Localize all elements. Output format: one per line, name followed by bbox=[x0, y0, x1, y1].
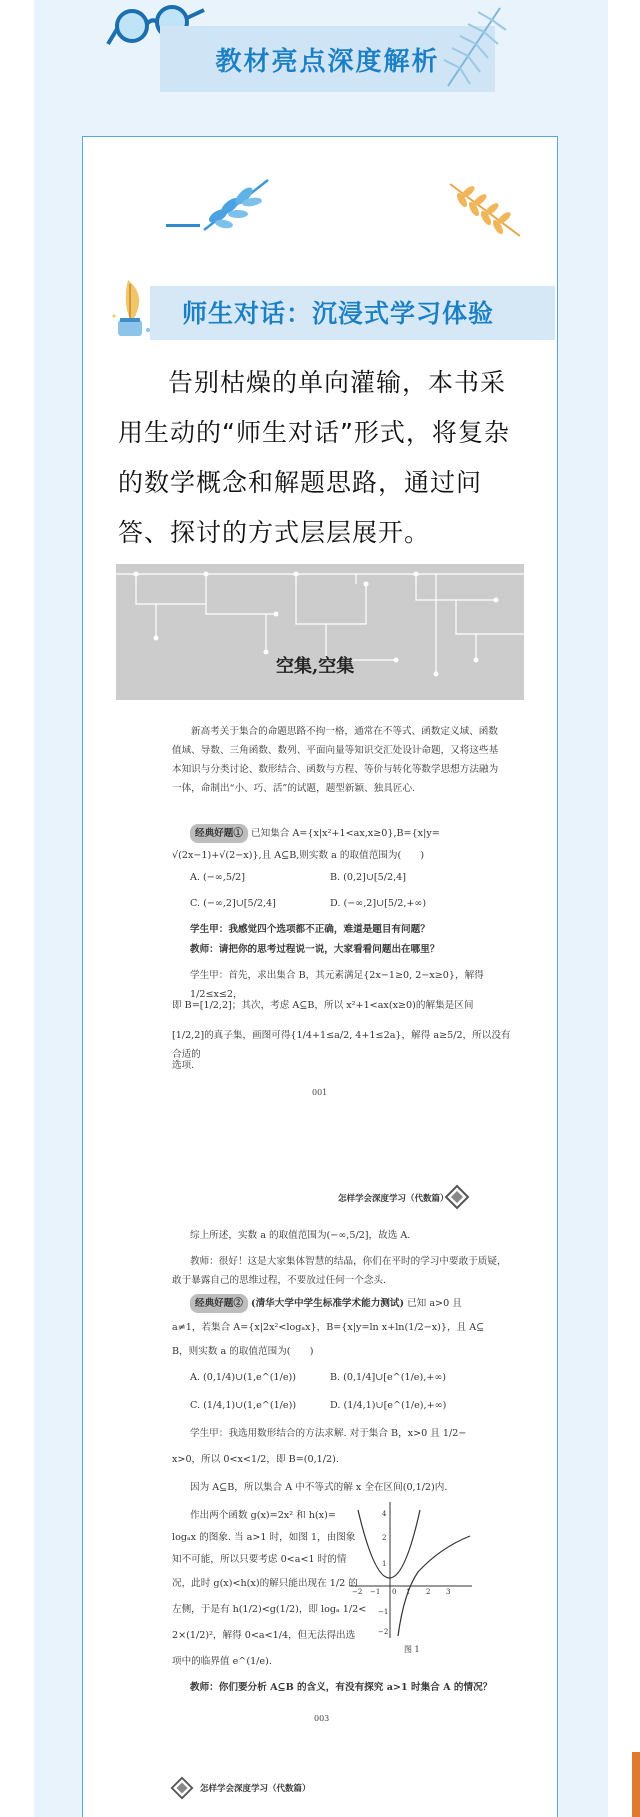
header-title: 教材亮点深度解析 bbox=[215, 46, 440, 77]
svg-text:4: 4 bbox=[382, 1510, 387, 1518]
p2-student-3g: 项中的临界值 e^(1/e). bbox=[172, 1656, 272, 1667]
svg-text:0: 0 bbox=[392, 1588, 397, 1596]
option-c: C. (−∞,2]∪[5/2,4] bbox=[190, 898, 276, 909]
page-number-2: 003 bbox=[314, 1714, 330, 1723]
book-logo-icon bbox=[444, 1184, 470, 1210]
circuit-banner bbox=[116, 564, 524, 700]
section-title: 师生对话：沉浸式学习体验 bbox=[182, 299, 495, 328]
running-head-2: 怎样学会深度学习（代数篇） bbox=[338, 1194, 449, 1204]
branch-icon bbox=[440, 2, 510, 90]
example-2-stem bbox=[190, 1294, 520, 1313]
svg-text:2: 2 bbox=[426, 1588, 431, 1596]
option-a: A. (−∞,5/2] bbox=[190, 872, 246, 883]
svg-text:3: 3 bbox=[446, 1588, 451, 1596]
example-1-line-2: √(2x−1)+√(2−x)},且 A⊆B,则实数 a 的取值范围为( ) bbox=[172, 850, 425, 861]
p2-student-3a: 作出两个函数 g(x)=2x² 和 h(x)= bbox=[190, 1510, 336, 1521]
p2-student-3d: 况，此时 g(x)<h(x)的解只能出现在 1/2 的 bbox=[172, 1578, 358, 1589]
p2-teacher-question: 教师：你们要分析 A⊆B 的含义，有没有探究 a>1 时集合 A 的情况？ bbox=[190, 1682, 493, 1693]
example-2-tag: 经典好题② bbox=[190, 1294, 248, 1313]
svg-text:−2: −2 bbox=[352, 1588, 363, 1596]
chapter-title: 空集,空集 bbox=[276, 656, 355, 677]
running-head-3: 怎样学会深度学习（代数篇） bbox=[200, 1784, 311, 1794]
p2-option-a: A. (0,1/4)∪(1,e^(1/e)) bbox=[190, 1372, 296, 1383]
svg-text:−1: −1 bbox=[378, 1608, 389, 1616]
blue-leaf-icon bbox=[200, 176, 274, 234]
example-2-line-2: a≠1，若集合 A={x|2x²<logₐx}，B={x|y=ln x+ln(1/2−x)}，且 A⊆ bbox=[172, 1322, 485, 1333]
accent-dash bbox=[166, 224, 200, 227]
scroll-indicator[interactable] bbox=[632, 1752, 640, 1817]
p2-student-1a: 学生甲：我选用数形结合的方法求解. 对于集合 B，x>0 且 1/2− bbox=[190, 1428, 467, 1439]
example-1-line-1: 已知集合 A={x|x²+1<ax,x≥0},B={x|y= bbox=[251, 828, 440, 839]
quill-icon bbox=[108, 276, 156, 342]
p2-student-3e: 左侧，于是有 h(1/2)<g(1/2)，即 logₐ 1/2< bbox=[172, 1604, 367, 1615]
option-d: D. (−∞,2]∪[5/2,+∞) bbox=[330, 898, 427, 909]
p2-option-b: B. (0,1/4]∪[e^(1/e),+∞) bbox=[330, 1372, 447, 1383]
p2-line-1: 综上所述，实数 a 的取值范围为(−∞,5/2]，故选 A. bbox=[190, 1230, 411, 1241]
page-number-1: 001 bbox=[312, 1088, 328, 1097]
svg-text:−1: −1 bbox=[370, 1588, 381, 1596]
book-paragraph-1: 新高考关于集合的命题思路不拘一格，通常在不等式、函数定义域、函数值域、导数、三角函数、数列、平面向量等知识交汇处设计命题，又将这些基本知识与分类讨论、数形结合、函数与方程、等价与转化等数学思想方法融为一体，命制出“小、巧、活”的试题，题型新颖、独具匠心. bbox=[172, 726, 499, 794]
function-graph-figure bbox=[348, 1496, 474, 1646]
example-1-tag: 经典好题① bbox=[190, 824, 248, 843]
intro-text: 告别枯燥的单向灌输，本书采用生动的“师生对话”形式，将复杂的数学概念和解题思路，通过问答、探讨的方式层层展开。 bbox=[118, 368, 510, 547]
example-2-line-3: B，则实数 a 的取值范围为( ) bbox=[172, 1346, 314, 1357]
p2-student-1b: x>0，所以 0<x<1/2，即 B=(0,1/2). bbox=[172, 1454, 339, 1465]
example-2-source: (清华大学中学生标准学术能力测试) bbox=[251, 1298, 405, 1309]
dialogue-student-2b: 即 B=[1/2,2]；其次，考虑 A⊆B，所以 x²+1<ax(x≥0)的解集是区间 bbox=[172, 1000, 474, 1011]
wheat-icon bbox=[446, 178, 526, 240]
p2-student-3c: 知不可能，所以只要考虑 0<a<1 时的情 bbox=[172, 1554, 347, 1565]
svg-text:1: 1 bbox=[406, 1588, 411, 1596]
dialogue-student-2d: 选项. bbox=[172, 1060, 195, 1071]
figure-caption: 图 1 bbox=[404, 1645, 420, 1654]
dialogue-teacher-1: 教师：请把你的思考过程说一说，大家看看问题出在哪里？ bbox=[190, 944, 440, 955]
svg-text:−2: −2 bbox=[378, 1628, 389, 1636]
svg-text:1: 1 bbox=[382, 1560, 387, 1568]
svg-text:2: 2 bbox=[382, 1534, 387, 1542]
p2-student-3f: 2×(1/2)²，解得 0<a<1/4，但无法得出选 bbox=[172, 1630, 356, 1641]
intro-paragraph bbox=[118, 358, 528, 558]
dialogue-student-2c: [1/2,2]的真子集，画图可得{1/4+1≤a/2, 4+1≤2a}，解得 a≥5/2，所以没有合适的 bbox=[172, 1030, 511, 1060]
dialogue-student-2a: 学生甲：首先，求出集合 B，其元素满足{2x−1≥0, 2−x≥0}，解得 1/2≤x≤2， bbox=[190, 970, 484, 1000]
p2-student-3b: logₐx 的图象. 当 a>1 时，如图 1，由图象 bbox=[172, 1532, 356, 1543]
dialogue-student-1: 学生甲：我感觉四个选项都不正确，难道是题目有问题？ bbox=[190, 924, 430, 935]
p2-student-2: 因为 A⊆B，所以集合 A 中不等式的解 x 全在区间(0,1/2)内. bbox=[190, 1482, 448, 1493]
option-b: B. (0,2]∪[5/2,4] bbox=[330, 872, 407, 883]
example-1-stem bbox=[190, 824, 510, 843]
p2-option-d: D. (1/4,1)∪[e^(1/e),+∞) bbox=[330, 1400, 447, 1411]
p2-teacher-praise: 教师：很好！这是大家集体智慧的结晶，你们在平时的学习中要敢于质疑，敢于暴露自己的思维过程，不要放过任何一个念头. bbox=[172, 1256, 507, 1286]
book-logo-icon-2 bbox=[170, 1776, 194, 1800]
example-2-line-1: 已知 a>0 且 bbox=[407, 1298, 462, 1309]
p2-option-c: C. (1/4,1)∪(1,e^(1/e)) bbox=[190, 1400, 297, 1411]
